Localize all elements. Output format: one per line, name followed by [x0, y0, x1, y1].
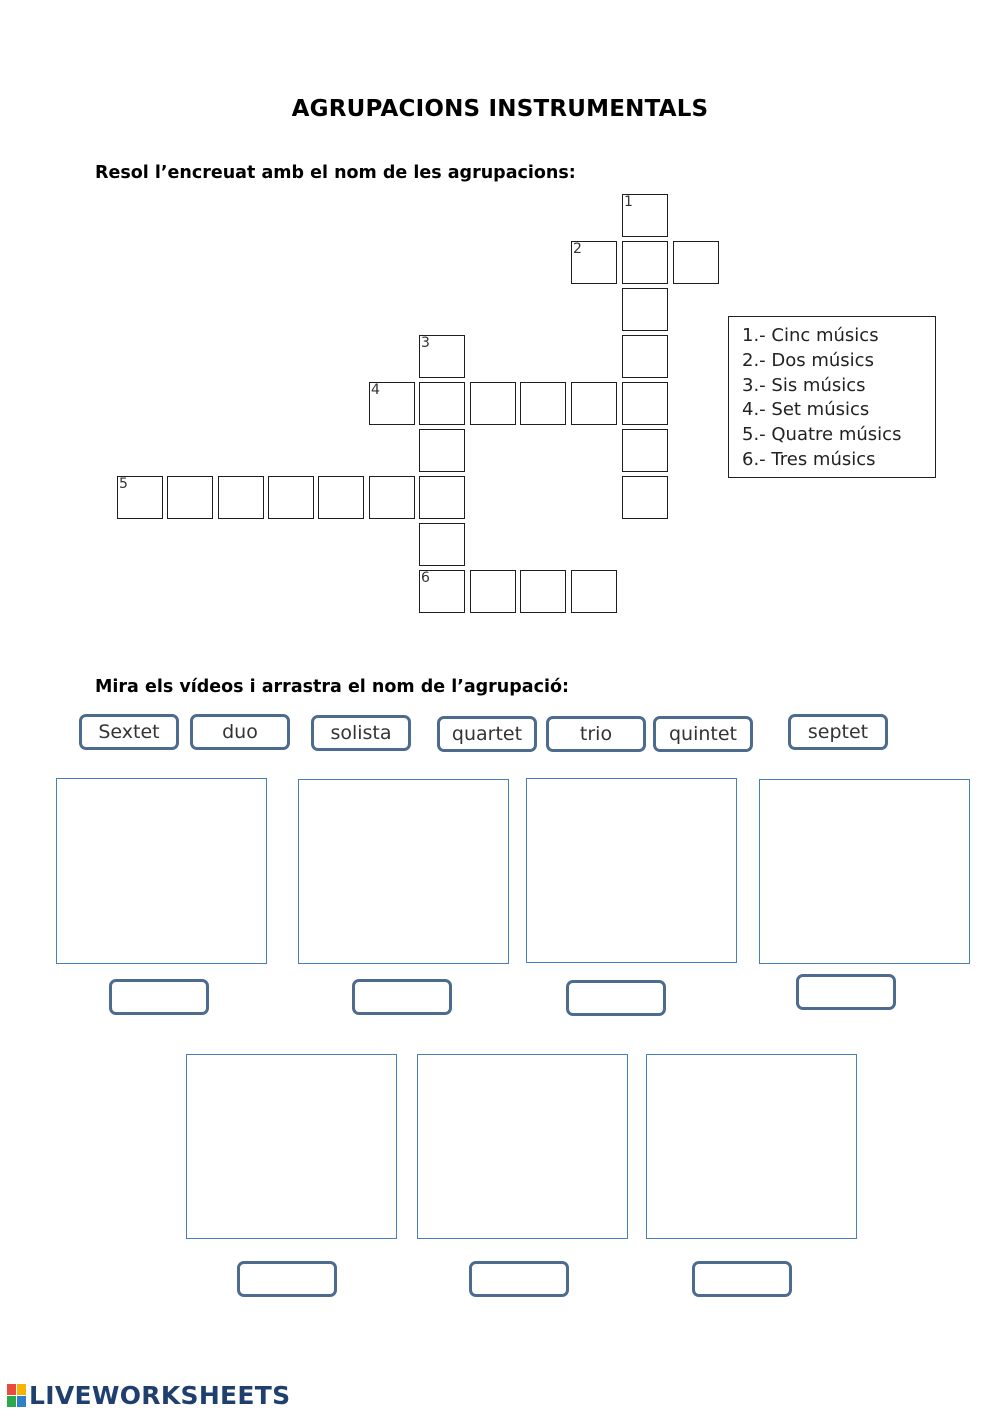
- clue-number: 4: [371, 382, 380, 398]
- clue-number: 1: [624, 194, 633, 210]
- answer-drop-zone[interactable]: [566, 980, 666, 1016]
- video-player[interactable]: [526, 778, 737, 963]
- letter-input[interactable]: [370, 477, 414, 518]
- word-duo[interactable]: duo: [190, 714, 290, 750]
- crossword-cell[interactable]: [622, 194, 668, 237]
- crossword-cell[interactable]: [218, 476, 264, 519]
- letter-input[interactable]: [623, 477, 667, 518]
- clue-6: 6.- Tres músics: [742, 448, 876, 470]
- crossword-cell[interactable]: [622, 476, 668, 519]
- crossword-cell[interactable]: [419, 570, 465, 613]
- crossword-cell[interactable]: [419, 429, 465, 472]
- brand-name: LIVEWORKSHEETS: [29, 1380, 291, 1410]
- crossword-cell[interactable]: [268, 476, 314, 519]
- word-solista[interactable]: solista: [311, 715, 411, 751]
- video-player[interactable]: [646, 1054, 857, 1239]
- letter-input[interactable]: [269, 477, 313, 518]
- answer-drop-zone[interactable]: [237, 1261, 337, 1297]
- crossword-cell[interactable]: [622, 382, 668, 425]
- crossword-cell[interactable]: [369, 382, 415, 425]
- crossword-cell[interactable]: [318, 476, 364, 519]
- answer-drop-zone[interactable]: [469, 1261, 569, 1297]
- letter-input[interactable]: [674, 242, 718, 283]
- video-player[interactable]: [759, 779, 970, 964]
- crossword-cell[interactable]: [419, 476, 465, 519]
- word-sextet[interactable]: Sextet: [79, 714, 179, 750]
- letter-input[interactable]: [420, 430, 464, 471]
- crossword-cell[interactable]: [520, 570, 566, 613]
- letter-input[interactable]: [319, 477, 363, 518]
- letter-input[interactable]: [168, 477, 212, 518]
- clue-number: 5: [119, 476, 128, 492]
- letter-input[interactable]: [572, 383, 616, 424]
- clue-5: 5.- Quatre músics: [742, 424, 902, 446]
- liveworksheets-logo: [7, 1380, 290, 1410]
- letter-input[interactable]: [623, 336, 667, 377]
- letter-input[interactable]: [420, 477, 464, 518]
- crossword-cell[interactable]: [571, 241, 617, 284]
- crossword-cell[interactable]: [571, 570, 617, 613]
- word-trio[interactable]: trio: [546, 716, 646, 752]
- clue-number: 6: [421, 570, 430, 586]
- answer-drop-zone[interactable]: [352, 979, 452, 1015]
- crossword-instruction: Resol l’encreuat amb el nom de les agrupacions:: [95, 163, 576, 183]
- clue-3: 3.- Sis músics: [742, 374, 866, 396]
- crossword-cell[interactable]: [520, 382, 566, 425]
- letter-input[interactable]: [471, 383, 515, 424]
- crossword-cell[interactable]: [419, 335, 465, 378]
- clue-box: [728, 316, 936, 478]
- letter-input[interactable]: [623, 430, 667, 471]
- word-quartet[interactable]: quartet: [437, 716, 537, 752]
- answer-drop-zone[interactable]: [109, 979, 209, 1015]
- crossword-cell[interactable]: [419, 523, 465, 566]
- crossword-cell[interactable]: [419, 382, 465, 425]
- crossword-cell[interactable]: [622, 288, 668, 331]
- crossword-cell[interactable]: [622, 335, 668, 378]
- video-player[interactable]: [56, 778, 267, 964]
- letter-input[interactable]: [572, 571, 616, 612]
- answer-drop-zone[interactable]: [692, 1261, 792, 1297]
- letter-input[interactable]: [420, 383, 464, 424]
- crossword-cell[interactable]: [571, 382, 617, 425]
- crossword-cell[interactable]: [470, 570, 516, 613]
- clue-number: 2: [573, 241, 582, 257]
- letter-input[interactable]: [420, 524, 464, 565]
- crossword-cell[interactable]: [167, 476, 213, 519]
- video-player[interactable]: [298, 779, 509, 964]
- clue-2: 2.- Dos músics: [742, 349, 874, 371]
- crossword-cell[interactable]: [622, 429, 668, 472]
- clue-number: 3: [421, 335, 430, 351]
- video-player[interactable]: [186, 1054, 397, 1239]
- letter-input[interactable]: [521, 571, 565, 612]
- clue-1: 1.- Cinc músics: [742, 325, 879, 346]
- crossword-cell[interactable]: [117, 476, 163, 519]
- letter-input[interactable]: [521, 383, 565, 424]
- answer-drop-zone[interactable]: [796, 974, 896, 1010]
- videos-instruction: Mira els vídeos i arrastra el nom de l’agrupació:: [95, 677, 569, 697]
- clue-4: 4.- Set músics: [742, 399, 870, 421]
- word-quintet[interactable]: quintet: [653, 716, 753, 752]
- crossword-cell[interactable]: [369, 476, 415, 519]
- crossword-cell[interactable]: [622, 241, 668, 284]
- crossword-cell[interactable]: [470, 382, 516, 425]
- logo-squares-icon: [7, 1384, 26, 1407]
- worksheet-title: AGRUPACIONS INSTRUMENTALS: [291, 96, 709, 122]
- letter-input[interactable]: [623, 289, 667, 330]
- word-septet[interactable]: septet: [788, 714, 888, 750]
- letter-input[interactable]: [623, 242, 667, 283]
- letter-input[interactable]: [219, 477, 263, 518]
- letter-input[interactable]: [471, 571, 515, 612]
- video-player[interactable]: [417, 1054, 628, 1239]
- crossword-cell[interactable]: [673, 241, 719, 284]
- letter-input[interactable]: [623, 383, 667, 424]
